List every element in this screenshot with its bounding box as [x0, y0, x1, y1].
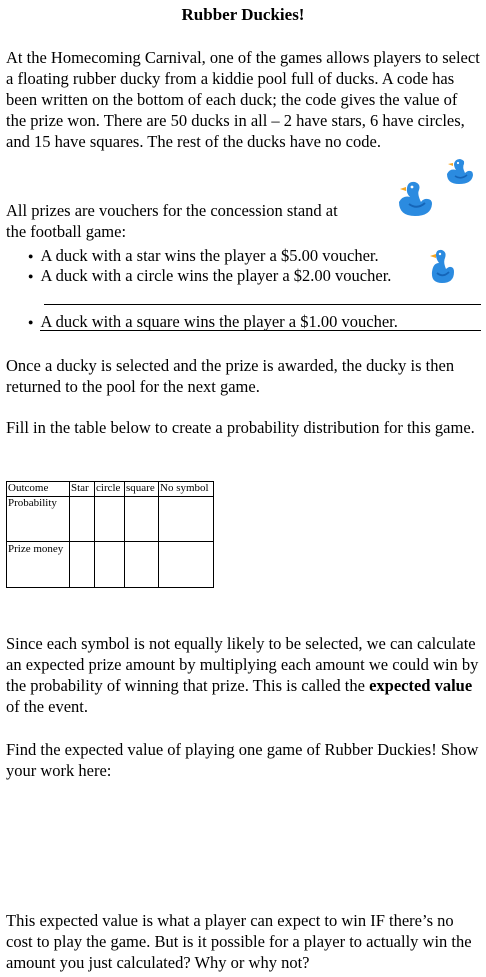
prize-circle-cell[interactable]	[95, 542, 125, 588]
divider-line	[44, 304, 481, 305]
prizes-intro-line-1: All prizes are vouchers for the concession stand at	[6, 201, 338, 220]
probability-circle-cell[interactable]	[95, 497, 125, 542]
probability-table	[6, 481, 214, 588]
table-header-row	[7, 482, 214, 497]
probability-no-symbol-cell[interactable]	[159, 497, 214, 542]
row-label-prize-money: Prize money	[7, 542, 70, 588]
expected-value-term: expected value	[369, 676, 473, 695]
intro-paragraph: At the Homecoming Carnival, one of the games allows players to select a floating rubber ducky from a kiddie pool full of ducks. A code has been written on the bottom of each duck; the code gives the value of the prize won. There are 50 ducks in all – 2 have stars, 6 have circles, and 15 have squares. The rest of the ducks have no code.	[6, 48, 480, 151]
underline-rule	[40, 330, 481, 331]
row-label-probability: Probability	[7, 497, 70, 542]
header-star: Star	[70, 482, 95, 497]
expected-value-text-pre: Since each symbol is not equally likely to be selected, we can calculate an expected prize amount by multiplying each amount we could win by the probability of winning that prize. This is called the	[6, 634, 479, 695]
expected-value-text-post: of the event.	[6, 697, 89, 716]
probability-star-cell[interactable]	[70, 497, 95, 542]
header-outcome: Outcome	[7, 482, 70, 497]
bullet-star-prize: ● A duck with a star wins the player a $5.00 voucher.	[28, 245, 379, 269]
find-prompt: Find the expected value of playing one game of Rubber Duckies! Show your work here:	[6, 740, 479, 780]
bullet-circle-prize: ● A duck with a circle wins the player a $2.00 voucher.	[28, 265, 391, 289]
header-no-symbol: No symbol	[159, 482, 214, 497]
table-instruction: Fill in the table below to create a probability distribution for this game.	[6, 418, 475, 437]
bullet-square-prize: ● A duck with a square wins the player a $1.00 voucher.	[28, 311, 398, 335]
prizes-intro-line-2: the football game:	[6, 222, 127, 241]
rubber-duck-icon	[444, 158, 478, 186]
header-circle: circle	[95, 482, 125, 497]
probability-square-cell[interactable]	[125, 497, 159, 542]
page-title: Rubber Duckies!	[181, 5, 305, 24]
probability-row	[7, 497, 214, 542]
prize-money-row	[7, 542, 214, 588]
prize-square-cell[interactable]	[125, 542, 159, 588]
prize-star-cell[interactable]	[70, 542, 95, 588]
closing-question: This expected value is what a player can expect to win IF there’s no cost to play the game. But is it possible for a player to actually win the amount you just calculated? Why or why not?	[6, 911, 472, 972]
prize-no-symbol-cell[interactable]	[159, 542, 214, 588]
header-square: square	[125, 482, 159, 497]
rubber-duck-icon	[428, 248, 458, 286]
expected-value-paragraph	[6, 633, 480, 717]
return-note: Once a ducky is selected and the prize is awarded, the ducky is then returned to the pool for the next game.	[6, 356, 455, 396]
rubber-duck-icon	[395, 180, 437, 220]
